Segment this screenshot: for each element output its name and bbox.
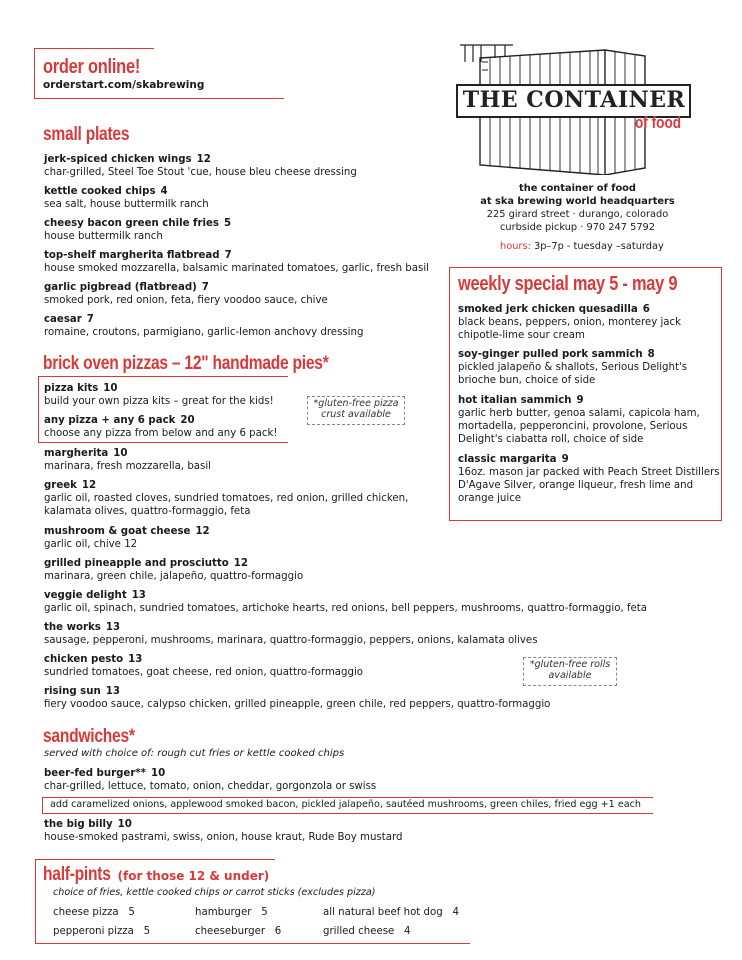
- menu-item: jerk-spiced chicken wings 12 char-grilled, Steel Toe Stout 'cue, house bleu cheese dressing: [44, 154, 357, 178]
- pizzas-title: brick oven pizzas – 12" handmade pies*: [43, 353, 329, 374]
- halfpint-item: grilled cheese 4: [323, 926, 411, 937]
- order-title: order online!: [43, 56, 141, 78]
- sandwich-item: the big billy 10 house-smoked pastrami, swiss, onion, house kraut, Rude Boy mustard: [44, 819, 403, 843]
- pizza-item: grilled pineapple and prosciutto 12 marinara, green chile, jalapeño, quattro-formaggio: [44, 558, 304, 582]
- pizza-item: mushroom & goat cheese 12 garlic oil, chive 12: [44, 526, 210, 550]
- addons-text: add caramelized onions, applewood smoked bacon, pickled jalapeño, sautéed mushrooms, green chiles, fried egg +1 each: [50, 799, 641, 810]
- logo-main-text: THE CONTAINER: [462, 87, 686, 113]
- pizza-kit-item: pizza kits 10 build your own pizza kits – great for the kids!: [44, 383, 274, 407]
- hours-label: hours:: [500, 241, 531, 252]
- kits-left-rule: [38, 376, 39, 442]
- menu-item: caesar 7 romaine, croutons, parmigiano, garlic-lemon anchovy dressing: [44, 314, 364, 338]
- kits-bottom-rule: [38, 442, 288, 443]
- halfpint-item: pepperoni pizza 5: [53, 926, 151, 937]
- halfpints-title: [43, 864, 269, 886]
- gluten-free-rolls-note: *gluten-free rolls available: [523, 657, 617, 686]
- hours-value: 3p–7p - tuesday –saturday: [533, 241, 664, 252]
- halfpints-title-main: half-pints: [43, 864, 111, 885]
- sandwiches-subtitle: served with choice of: rough cut fries or kettle cooked chips: [44, 748, 345, 759]
- pizza-kit-item: any pizza + any 6 pack 20 choose any pizza from below and any 6 pack!: [44, 415, 278, 439]
- order-top-rule: [34, 48, 154, 49]
- halfpint-item: hamburger 5: [195, 907, 268, 918]
- menu-item: cheesy bacon green chile fries 5 house buttermilk ranch: [44, 218, 232, 242]
- weekly-special-title: weekly special may 5 - may 9: [458, 273, 678, 295]
- order-left-rule: [34, 48, 35, 98]
- info-address: 225 girard street · durango, colorado: [486, 209, 669, 220]
- order-url[interactable]: orderstart.com/skabrewing: [43, 79, 205, 91]
- weekly-item: smoked jerk chicken quesadilla 6 black beans, peppers, onion, monterey jack chipotle-lime sour cream: [458, 304, 682, 341]
- pizza-item: greek 12 garlic oil, roasted cloves, sundried tomatoes, red onion, grilled chicken, kalamata olives, quattro-formaggio, feta: [44, 480, 409, 517]
- pizza-item: veggie delight 13 garlic oil, spinach, sundried tomatoes, artichoke hearts, red onions, bell peppers, mushrooms, quattro-formaggio, feta: [44, 590, 648, 614]
- halfpints-bottom-rule: [35, 943, 470, 944]
- gluten-free-crust-note: *gluten-free pizza crust available: [307, 396, 405, 425]
- info-name: the container of food: [519, 183, 636, 194]
- menu-item: top-shelf margherita flatbread 7 house smoked mozzarella, balsamic marinated tomatoes, garlic, fresh basil: [44, 250, 429, 274]
- pizza-item: rising sun 13 fiery voodoo sauce, calypso chicken, grilled pineapple, green chile, red peppers, quattro-formaggio: [44, 686, 551, 710]
- sandwiches-title: sandwiches*: [43, 726, 135, 747]
- halfpints-title-note: (for those 12 & under): [117, 869, 270, 883]
- weekly-item: hot italian sammich 9 garlic herb butter, genoa salami, capicola ham, mortadella, pepperoncini, provolone, Serious Delight's ciabatta roll, choice of side: [458, 395, 700, 445]
- halfpint-item: cheese pizza 5: [53, 907, 135, 918]
- small-plates-title: small plates: [43, 124, 130, 145]
- logo-sub-text: of food: [635, 113, 682, 132]
- menu-item: kettle cooked chips 4 sea salt, house buttermilk ranch: [44, 186, 209, 210]
- halfpints-subtitle: choice of fries, kettle cooked chips or carrot sticks (excludes pizza): [53, 887, 376, 898]
- pizza-item: margherita 10 marinara, fresh mozzarella, basil: [44, 448, 211, 472]
- weekly-item: classic margarita 9 16oz. mason jar packed with Peach Street Distillers D'Agave Silver, orange liqueur, fresh lime and orange juice: [458, 454, 720, 504]
- pizza-item: chicken pesto 13 sundried tomatoes, goat cheese, red onion, quattro-formaggio: [44, 654, 364, 678]
- info-hq: at ska brewing world headquarters: [480, 196, 675, 207]
- weekly-item: soy-ginger pulled pork sammich 8 pickled jalapeño & shallots, Serious Delight's brioche bun, choice of side: [458, 349, 688, 386]
- kits-top-rule: [38, 376, 288, 377]
- info-pickup: curbside pickup · 970 247 5792: [499, 222, 656, 233]
- sandwich-item: beer-fed burger** 10 char-grilled, lettuce, tomato, onion, cheddar, gorgonzola or swiss: [44, 768, 377, 792]
- order-bottom-rule: [34, 98, 284, 99]
- halfpints-left-rule: [35, 859, 36, 943]
- halfpint-item: cheeseburger 6: [195, 926, 282, 937]
- menu-item: garlic pigbread (flatbread) 7 smoked pork, red onion, feta, fiery voodoo sauce, chive: [44, 282, 328, 306]
- pizza-item: the works 13 sausage, pepperoni, mushrooms, marinara, quattro-formaggio, peppers, onions, kalamata olives: [44, 622, 538, 646]
- halfpints-top-rule: [35, 859, 275, 860]
- halfpint-item: all natural beef hot dog 4: [323, 907, 459, 918]
